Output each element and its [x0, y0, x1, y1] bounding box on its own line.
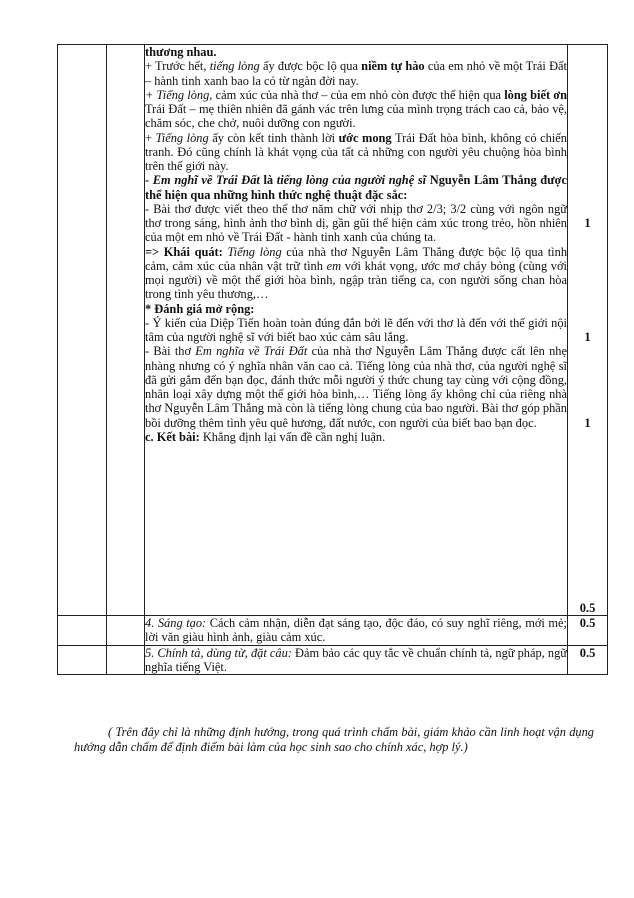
criteria-paragraph: + Tiếng lòng, cảm xúc của nhà thơ – của em nhỏ còn được thể hiện qua lòng biết ơn Trái Đất – mẹ thiên nhiên đã gánh vác trên lưng của mình trọng trách cao cả, bảo vệ, chăm sóc, che chở, nuôi dưỡng con người. [145, 87, 567, 131]
table-row [58, 616, 608, 646]
score-creativity: 0.5 [568, 616, 608, 646]
section-cell [58, 645, 107, 675]
criteria-paragraph: - Ý kiến của Diệp Tiến hoàn toàn đúng đắn bởi lẽ đến với thơ là đến với thế giới nội tâm của người nghệ sĩ với biết bao xúc cảm sâu lắng. [145, 315, 567, 344]
criteria-paragraph: - Bài thơ Em nghĩa về Trái Đất của nhà thơ Nguyễn Lâm Thắng được cất lên nhẹ nhàng nhưng có ý nghĩa nhân văn cao cả. Tiếng lòng của nhà thơ, của người nghệ sĩ đã gửi gắm đến bạn đọc, đánh thức mỗi người ý thức chung tay cùng với cộng đồng, nhân loại xây dựng một thế giới hòa bình,… Tiếng lòng ấy không chỉ của riêng nhà thơ Nguyễn Lâm Thắng mà còn là tiếng lòng chung của bao người. Bài thơ góp phần bồi dưỡng thêm tình yêu quê hương, đất nước, con người của biết bao bạn đọc. [145, 344, 567, 430]
criteria-paragraph: + Tiếng lòng ấy còn kết tinh thành lời ước mong Trái Đất hòa bình, không có chiến tranh. Đó cũng chính là khát vọng của tất cả những con người yêu chuộng hòa bình trên thế giới này. [145, 130, 567, 173]
section-cell [58, 45, 107, 616]
criteria-paragraph: thương nhau. [145, 45, 217, 59]
question-cell [107, 616, 145, 646]
criteria-paragraph: => Khái quát: Tiếng lòng của nhà thơ Nguyễn Lâm Thắng được bộc lộ qua tình cảm, cảm xúc của nhân vật trữ tình em với khát vọng, ước mơ cháy bỏng (cùng với mọi người) về một thế giới hòa bình, ngập tràn tiếng ca, con người sống chan hòa trong tình yêu thương,… [145, 244, 568, 302]
footer-note: ( Trên đây chỉ là những định hướng, trong quá trình chấm bài, giám khảo cần linh hoạt vận dụng hướng dẫn chấm để định điểm bài làm của học sinh sao cho chính xác, hợp lý.) [74, 725, 594, 754]
criteria-heading: * Đánh giá mở rộng: [145, 301, 255, 316]
spelling-criteria: 5. Chính tả, dùng từ, đặt câu: Đảm bảo các quy tắc về chuẩn chính tả, ngữ pháp, ngữ nghĩa tiếng Việt. [145, 645, 567, 674]
criteria-paragraph: - Bài thơ được viết theo thể thơ năm chữ với nhịp thơ 2/3; 3/2 cùng với ngôn ngữ thơ trong sáng, hình ảnh thơ bình dị, gần gũi thể hiện cảm xúc trong trẻo, hồn nhiên của một em nhỏ về Trái Đất - hành tinh xanh của chúng ta. [145, 201, 567, 245]
question-cell [107, 645, 145, 675]
score-cell [568, 45, 608, 616]
section-cell [58, 616, 107, 646]
score-summary: 1 [584, 330, 591, 344]
criteria-heading: - Em nghĩ về Trái Đất là tiếng lòng của người nghệ sĩ Nguyễn Lâm Thắng được thể hiện qua những hình thức nghệ thuật đặc sắc: [145, 173, 567, 202]
criteria-paragraph: c. Kết bài: Khẳng định lại vấn đề cần nghị luận. [145, 429, 386, 444]
criteria-content [145, 45, 568, 616]
criteria-paragraph: + Trước hết, tiếng lòng ấy được bộc lộ qua niềm tự hào của em nhỏ về một Trái Đất – hành tinh xanh bao la có từ ngàn đời nay. [145, 59, 567, 88]
score-art-forms: 1 [584, 216, 591, 230]
creativity-criteria: 4. Sáng tạo: Cách cảm nhận, diễn đạt sáng tạo, độc đáo, có suy nghĩ riêng, mới mẻ; lời văn giàu hình ảnh, giàu cảm xúc. [145, 616, 567, 645]
table-row [58, 45, 608, 616]
grading-table [57, 44, 608, 675]
question-cell [107, 45, 145, 616]
score-conclusion: 0.5 [579, 600, 596, 615]
score-spelling: 0.5 [568, 645, 608, 675]
score-extended: 1 [584, 415, 591, 430]
table-row [58, 645, 608, 675]
